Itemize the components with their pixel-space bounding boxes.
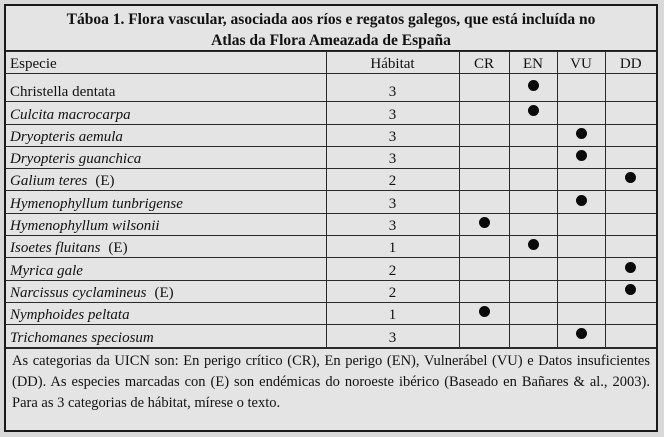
category-cell-vu [557,191,605,213]
species-cell [6,325,326,347]
habitat-cell: 3 [326,124,459,146]
table-caption [6,6,656,51]
category-dot-icon [576,150,587,161]
habitat-cell: 3 [326,213,459,235]
endemic-mark: (E) [154,284,174,301]
category-cell-cr [459,191,509,213]
species-name: Dryopteris aemula [10,128,123,145]
category-cell-en [509,213,557,235]
category-cell-en [509,146,557,168]
category-cell-vu [557,280,605,302]
category-cell-dd [605,325,656,347]
species-name: Hymenophyllum tunbrigense [10,195,183,212]
header-vu: VU [557,52,605,74]
category-cell-vu [557,124,605,146]
species-name: Galium teres [10,173,88,190]
category-cell-en [509,124,557,146]
category-cell-en [509,191,557,213]
species-name: Trichomanes speciosum [10,329,154,346]
footnote: As categorias da UICN son: En perigo crítico (CR), En perigo (EN), Vulnerábel (VU) e Datos insuficientes (DD). As especies marcadas con (E) son endémicas do noroeste ibérico (Baseado en Bañares & al., 2003). Para as 3 categorias de hábitat, mírese o texto. [6,348,656,414]
category-dot-icon [479,217,490,228]
category-cell-cr [459,124,509,146]
species-cell [6,191,326,213]
table-row [6,74,656,102]
species-name: Christella dentata [10,84,116,101]
table-row [6,146,656,168]
header-dd: DD [605,52,656,74]
category-dot-icon [625,172,636,183]
category-dot-icon [576,128,587,139]
header-row [6,52,656,74]
category-dot-icon [528,239,539,250]
category-cell-cr [459,302,509,324]
category-cell-en [509,258,557,280]
species-cell [6,302,326,324]
category-cell-en [509,236,557,258]
endemic-mark: (E) [108,240,128,257]
species-name: Isoetes fluitans [10,240,101,257]
category-cell-vu [557,102,605,124]
category-cell-vu [557,236,605,258]
category-cell-dd [605,169,656,191]
category-cell-cr [459,146,509,168]
habitat-cell: 3 [326,191,459,213]
category-cell-vu [557,169,605,191]
species-cell [6,169,326,191]
table-row [6,124,656,146]
species-cell [6,102,326,124]
document-frame [4,4,658,432]
species-name: Dryopteris guanchica [10,151,142,168]
table-row [6,236,656,258]
endemic-mark: (E) [95,173,115,190]
species-cell [6,74,326,102]
habitat-cell: 1 [326,236,459,258]
category-cell-cr [459,102,509,124]
species-cell [6,280,326,302]
header-habitat: Hábitat [326,52,459,74]
species-name: Culcita macrocarpa [10,106,131,123]
table-row [6,191,656,213]
habitat-cell: 3 [326,146,459,168]
habitat-cell: 1 [326,302,459,324]
category-cell-vu [557,258,605,280]
category-cell-cr [459,236,509,258]
category-cell-dd [605,102,656,124]
header-species: Especie [6,52,326,74]
category-cell-dd [605,146,656,168]
category-cell-cr [459,169,509,191]
habitat-cell: 3 [326,74,459,102]
category-dot-icon [625,284,636,295]
category-dot-icon [528,105,539,116]
habitat-cell: 2 [326,169,459,191]
table-row [6,213,656,235]
category-cell-dd [605,258,656,280]
category-dot-icon [576,195,587,206]
category-cell-dd [605,191,656,213]
category-cell-vu [557,302,605,324]
category-dot-icon [479,306,490,317]
category-cell-en [509,325,557,347]
species-cell [6,258,326,280]
table-row [6,280,656,302]
header-cr: CR [459,52,509,74]
category-cell-cr [459,74,509,102]
table-row [6,325,656,347]
flora-table [6,51,656,348]
habitat-cell: 3 [326,102,459,124]
species-cell [6,213,326,235]
species-name: Hymenophyllum wilsonii [10,218,160,235]
category-cell-en [509,74,557,102]
category-cell-cr [459,280,509,302]
habitat-cell: 2 [326,280,459,302]
category-cell-vu [557,146,605,168]
habitat-cell: 2 [326,258,459,280]
category-cell-dd [605,124,656,146]
category-cell-dd [605,74,656,102]
category-cell-cr [459,258,509,280]
category-cell-vu [557,74,605,102]
category-cell-dd [605,213,656,235]
species-name: Narcissus cyclamineus [10,284,147,301]
category-cell-vu [557,213,605,235]
caption-line-2: Atlas da Flora Ameazada de España [211,32,451,49]
header-en: EN [509,52,557,74]
category-dot-icon [528,80,539,91]
species-cell [6,124,326,146]
category-cell-en [509,302,557,324]
table-row [6,102,656,124]
table-row [6,169,656,191]
category-cell-vu [557,325,605,347]
category-cell-cr [459,213,509,235]
table-row [6,258,656,280]
habitat-cell: 3 [326,325,459,347]
species-name: Myrica gale [10,262,83,279]
category-cell-dd [605,280,656,302]
category-dot-icon [625,262,636,273]
category-cell-en [509,169,557,191]
category-cell-cr [459,325,509,347]
species-cell [6,146,326,168]
species-cell [6,236,326,258]
caption-line-1: Tábоa 1. Flora vascular, asociada aos ríos e regatos galegos, que está incluída no [66,11,596,28]
category-cell-dd [605,302,656,324]
category-cell-dd [605,236,656,258]
species-name: Nymphoides peltata [10,307,130,324]
category-cell-en [509,280,557,302]
category-cell-en [509,102,557,124]
category-dot-icon [576,328,587,339]
table-row [6,302,656,324]
